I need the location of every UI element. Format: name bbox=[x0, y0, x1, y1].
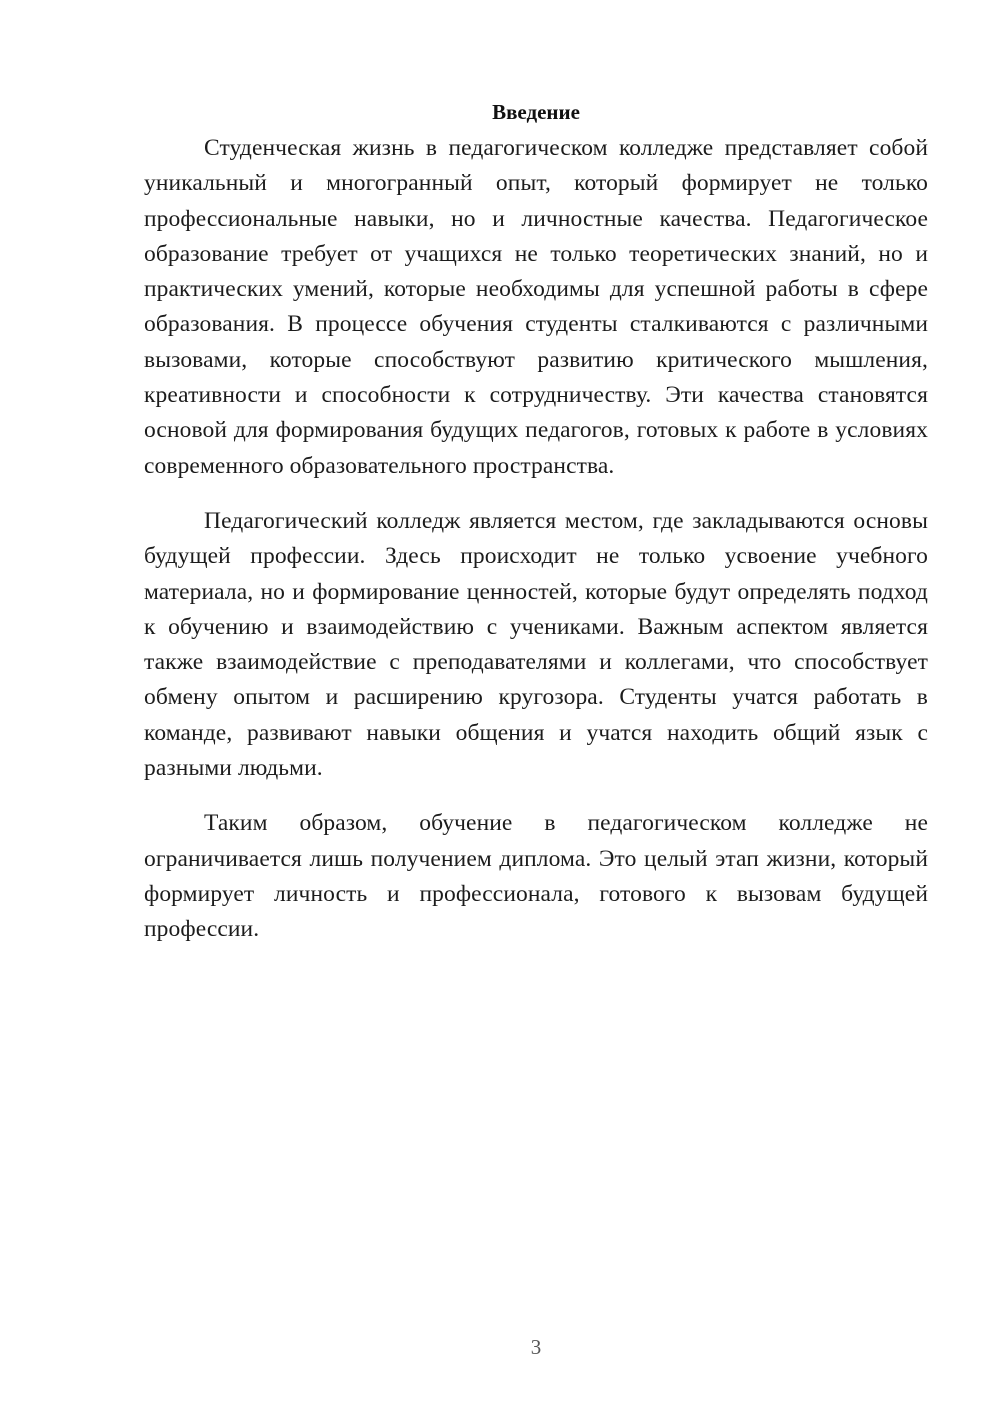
paragraph-college: Педагогический колледж является местом, где закладываются основы будущей профессии. Здесь происходит не только усвоение учебного материала, но и формирование ценностей, которые будут определять подход к обучению и взаимодействию с учениками. Важным аспектом является также взаимодействие с преподавателями и коллегами, что способствует обмену опытом и расширению кругозора. Студенты учатся работать в команде, развивают навыки общения и учатся находить общий язык с разными людьми. bbox=[144, 507, 928, 782]
page-content bbox=[144, 96, 928, 968]
page-title: Введение bbox=[492, 100, 580, 124]
page-number: 3 bbox=[530, 1335, 542, 1359]
paragraph-intro: Студенческая жизнь в педагогическом колледже представляет собой уникальный и многогранный опыт, который формирует не только профессиональные навыки, но и личностные качества. Педагогическое образование требует от учащихся не только теоретических знаний, но и практических умений, которые необходимы для успешной работы в сфере образования. В процессе обучения студенты сталкиваются с различными вызовами, которые способствуют развитию критического мышления, креативности и способности к сотрудничеству. Эти качества становятся основой для формирования будущих педагогов, готовых к работе в условиях современного образовательного пространства. bbox=[144, 135, 928, 479]
paragraph-conclusion: Таким образом, обучение в педагогическом колледже не ограничивается лишь получением диплома. Это целый этап жизни, который формирует личность и профессионала, готового к вызовам будущей профессии. bbox=[144, 810, 928, 943]
